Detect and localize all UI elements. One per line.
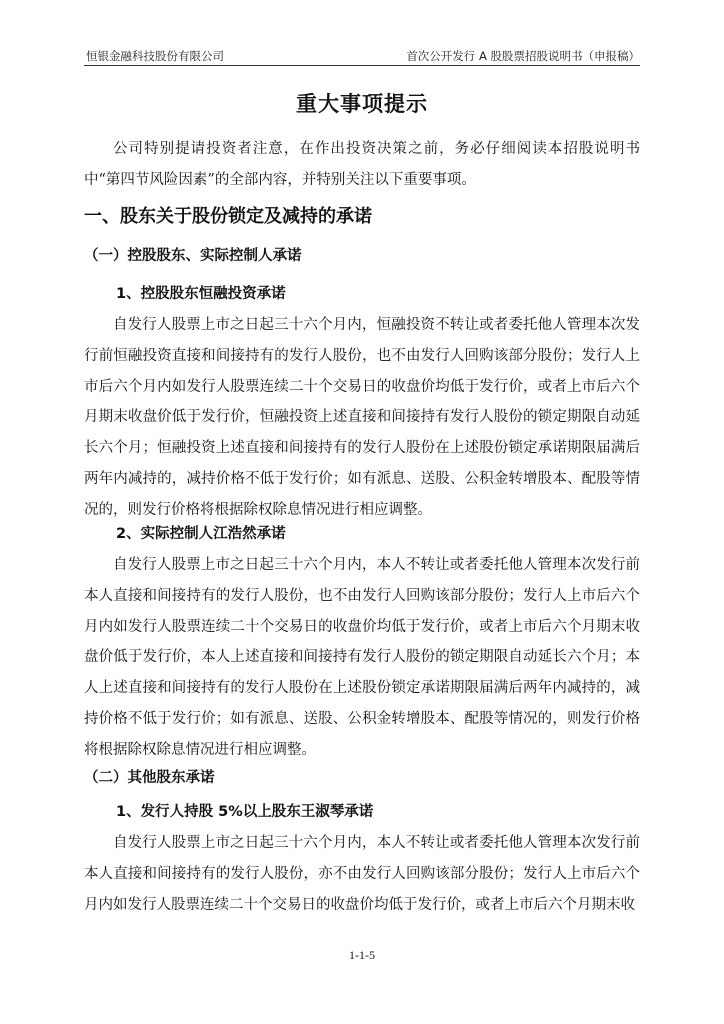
- header-doc-title: 首次公开发行 A 股股票招股说明书（申报稿）: [406, 49, 640, 63]
- intro-block: [84, 134, 640, 196]
- item-paragraph-1-2: 自发行人股票上市之日起三十六个月内，本人不转让或者委托他人管理本次发行前本人直接和间接持有的发行人股份，也不由发行人回购该部分股份；发行人上市后六个月内如发行人股票连续二十个交易日的收盘价均低于发行价，或者上市后六个月期末收盘价低于发行价，本人上述直接和间接持有发行人股份的锁定期限自动延长六个月；本人上述直接和间接持有的发行人股份在上述股份锁定承诺期限届满后两年内减持的，减持价格不低于发行价；如有派息、送股、公积金转增股本、配股等情况的，则发行价格将根据除权除息情况进行相应调整。: [84, 557, 640, 758]
- page-title: 重大事项提示: [296, 92, 428, 116]
- header-company: 恒银金融科技股份有限公司: [86, 49, 224, 63]
- item-heading-1-1: 1、控股股东恒融投资承诺: [116, 286, 286, 302]
- section-heading-1: 一、股东关于股份锁定及减持的承诺: [84, 206, 372, 227]
- item-heading-2-1: 1、发行人持股 5%以上股东王淑琴承诺: [116, 804, 374, 820]
- item-paragraph-2-1: 自发行人股票上市之日起三十六个月内，本人不转让或者委托他人管理本次发行前本人直接和间接持有的发行人股份，亦不由发行人回购该部分股份；发行人上市后六个月内如发行人股票连续二十个交易日的收盘价均低于发行价，或者上市后六个月期末收: [84, 835, 640, 913]
- item-heading-1-2: 2、实际控制人江浩然承诺: [116, 526, 286, 542]
- item-paragraph-1-1: 自发行人股票上市之日起三十六个月内，恒融投资不转让或者委托他人管理本次发行前恒融投资直接和间接持有的发行人股份，也不由发行人回购该部分股份；发行人上市后六个月内如发行人股票连续二十个交易日的收盘价均低于发行价，或者上市后六个月期末收盘价低于发行价，恒融投资上述直接和间接持有发行人股份的锁定期限自动延长六个月；恒融投资上述直接和间接持有的发行人股份在上述股份锁定承诺期限届满后两年内减持的，减持价格不低于发行价；如有派息、送股、公积金转增股本、配股等情况的，则发行价格将根据除权除息情况进行相应调整。: [84, 317, 640, 518]
- intro-paragraph: 公司特别提请投资者注意，在作出投资决策之前，务必仔细阅读本招股说明书中“第四节风险因素”的全部内容，并特别关注以下重要事项。: [84, 141, 640, 188]
- header-divider: [84, 65, 640, 66]
- page-number: 1-1-5: [349, 948, 375, 962]
- subsection-heading-1: （一）控股股东、实际控制人承诺: [84, 248, 302, 264]
- subsection-heading-2: （二）其他股东承诺: [84, 770, 215, 786]
